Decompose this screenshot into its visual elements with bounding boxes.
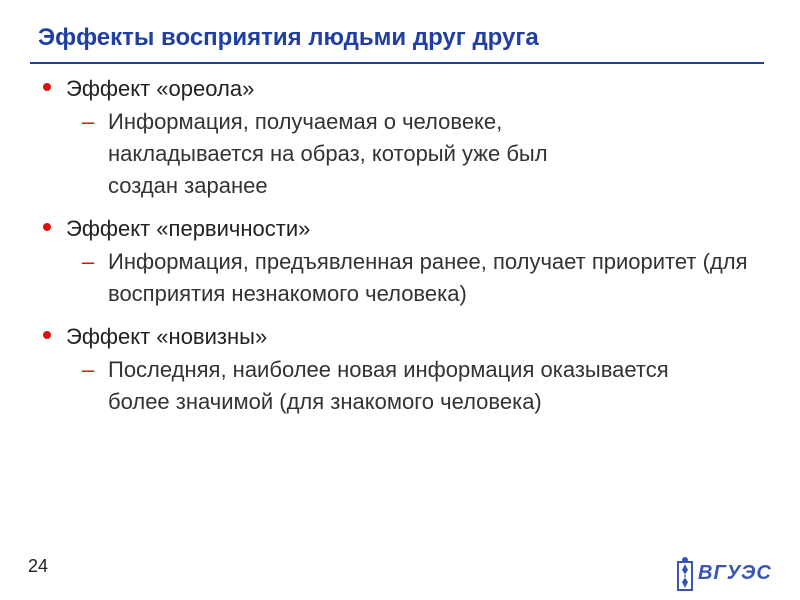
sub-item xyxy=(66,106,770,202)
title-divider xyxy=(30,62,764,64)
bullet-dot-icon xyxy=(43,223,51,231)
bullet-label: Эффект «новизны» xyxy=(66,324,268,349)
sub-item-text: Последняя, наиболее новая информация оказывается более значимой (для знакомого человека) xyxy=(108,357,669,414)
slide-title: Эффекты восприятия людьми друг друга xyxy=(38,24,539,51)
sub-item-text: Информация, предъявленная ранее, получает приоритет (для восприятия незнакомого человека) xyxy=(108,249,748,306)
bullet-item-halo xyxy=(40,74,770,202)
dash-icon: – xyxy=(82,109,95,134)
bullet-item-primacy xyxy=(40,214,770,310)
dash-icon: – xyxy=(82,249,95,274)
bullet-label: Эффект «первичности» xyxy=(66,216,311,241)
logo-emblem-icon xyxy=(676,556,696,592)
bullet-dot-icon xyxy=(43,83,51,91)
sub-item-text: Информация, получаемая о человеке, накладывается на образ, который уже был создан заранее xyxy=(108,109,548,198)
bullet-label: Эффект «ореола» xyxy=(66,76,255,101)
bullet-dot-icon xyxy=(43,331,51,339)
dash-icon: – xyxy=(82,357,95,382)
bullet-list xyxy=(40,74,770,418)
page-number: 24 xyxy=(28,556,49,576)
logo-text: ВГУЭС xyxy=(698,562,772,584)
sub-item xyxy=(66,354,770,418)
university-logo xyxy=(676,556,776,592)
sub-item xyxy=(66,246,770,310)
bullet-item-recency xyxy=(40,322,770,418)
